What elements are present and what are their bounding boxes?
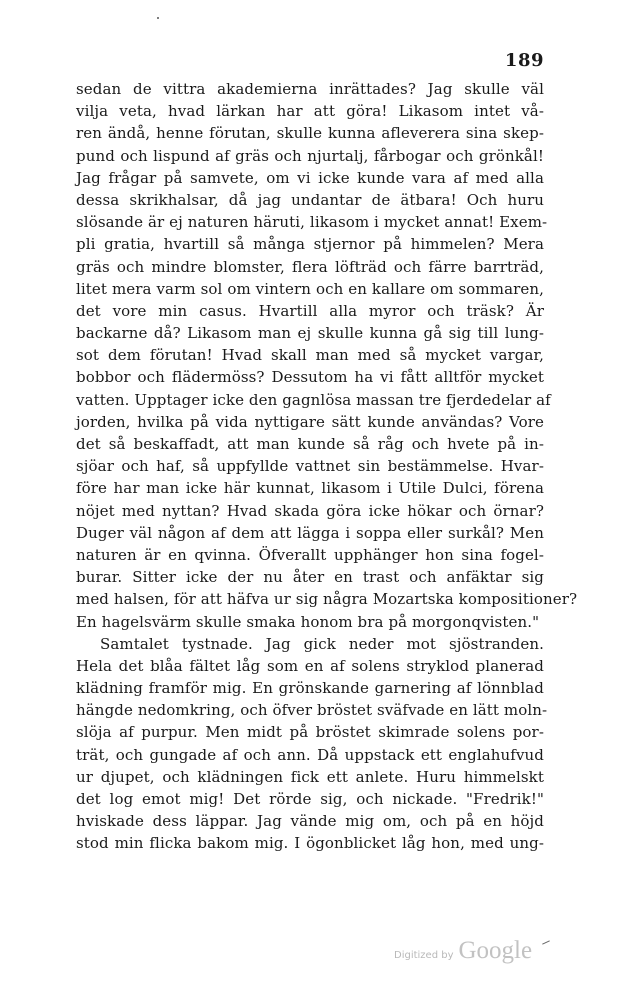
page-speck — [157, 17, 159, 19]
text-line: gräs och mindre blomster, flera löfträd och färre barrträd, — [76, 257, 544, 276]
text-line: bobbor och flädermöss? Dessutom ha vi fått alltför mycket — [76, 368, 544, 387]
text-line: vatten. Upptager icke den gagnlösa massan tre fjerdedelar af — [76, 390, 551, 409]
text-line: slöja af purpur. Men midt på bröstet skimrade solens por- — [76, 723, 544, 742]
page-number: 189 — [504, 50, 544, 71]
text-line: pund och lispund af gräs och njurtalj, fårbogar och grönkål! — [76, 146, 544, 165]
text-line: jorden, hvilka på vida nyttigare sätt kunde användas? Vore — [76, 412, 544, 431]
text-line: hviskade dess läppar. Jag vände mig om, och på en höjd — [76, 812, 544, 831]
text-line: naturen är en qvinna. Öfverallt upphänger hon sina fogel- — [76, 545, 544, 564]
text-line: det log emot mig! Det rörde sig, och nickade. "Fredrik!" — [76, 790, 544, 808]
text-line: med halsen, för att häfva ur sig några Mozartska kompositioner? — [76, 590, 578, 609]
text-line: hängde nedomkring, och öfver bröstet sväfvade en lätt moln- — [76, 701, 548, 720]
text-line: burar. Sitter icke der nu åter en trast och anfäktar sig — [76, 568, 544, 587]
text-line: sedan de vittra akademierna inrättades? Jag skulle väl — [76, 80, 544, 98]
text-line: vilja veta, hvad lärkan har att göra! Likasom intet vå- — [76, 102, 544, 121]
text-line: sjöar och haf, så uppfyllde vattnet sin bestämmelse. Hvar- — [76, 457, 544, 476]
text-line: det så beskaffadt, att man kunde så råg och hvete på in- — [76, 435, 544, 453]
text-line: Hela det blåa fältet låg som en af solens stryklod planerad — [76, 656, 544, 675]
text-line: stod min flicka bakom mig. I ögonblicket låg hon, med ung- — [76, 834, 544, 853]
text-line: före har man icke här kunnat, likasom i Utile Dulci, förena — [76, 479, 544, 498]
text-line: trät, och gungade af och ann. Då uppstack ett englahufvud — [76, 745, 544, 764]
text-line: klädning framför mig. En grönskande garnering af lönnblad — [76, 679, 544, 698]
digitized-watermark — [394, 937, 532, 965]
text-line: litet mera varm sol om vintern och en kallare om sommaren, — [76, 279, 544, 298]
text-line-paragraph-start: Samtalet tystnade. Jag gick neder mot sjöstranden. — [100, 634, 544, 653]
text-line: backarne då? Likasom man ej skulle kunna gå sig till lung- — [76, 324, 544, 343]
text-line: slösande är ej naturen häruti, likasom i mycket annat! Exem- — [76, 213, 548, 232]
google-logo: Google — [458, 937, 533, 964]
page-mark — [542, 940, 550, 944]
watermark-prefix: Digitized by — [394, 950, 454, 961]
text-line: dessa skrikhalsar, då jag undantar de ätbara! Och huru — [76, 190, 544, 209]
text-line: Duger väl någon af dem att lägga i soppa eller surkål? Men — [76, 523, 544, 542]
text-line: En hagelsvärm skulle smaka honom bra på morgonqvisten." — [76, 612, 540, 631]
text-line: sot dem förutan! Hvad skall man med så mycket vargar, — [76, 346, 544, 365]
text-line: Jag frågar på samvete, om vi icke kunde vara af med alla — [76, 168, 544, 187]
text-line: det vore min casus. Hvartill alla myror och träsk? Är — [76, 301, 544, 320]
text-line: ren ändå, henne förutan, skulle kunna afleverera sina skep- — [76, 124, 544, 143]
body-text — [76, 78, 578, 855]
text-line: nöjet med nyttan? Hvad skada göra icke hökar och örnar? — [76, 501, 544, 520]
text-line: ur djupet, och klädningen fick ett anlete. Huru himmelskt — [76, 767, 544, 786]
text-line: pli gratia, hvartill så många stjernor på himmelen? Mera — [76, 235, 544, 254]
